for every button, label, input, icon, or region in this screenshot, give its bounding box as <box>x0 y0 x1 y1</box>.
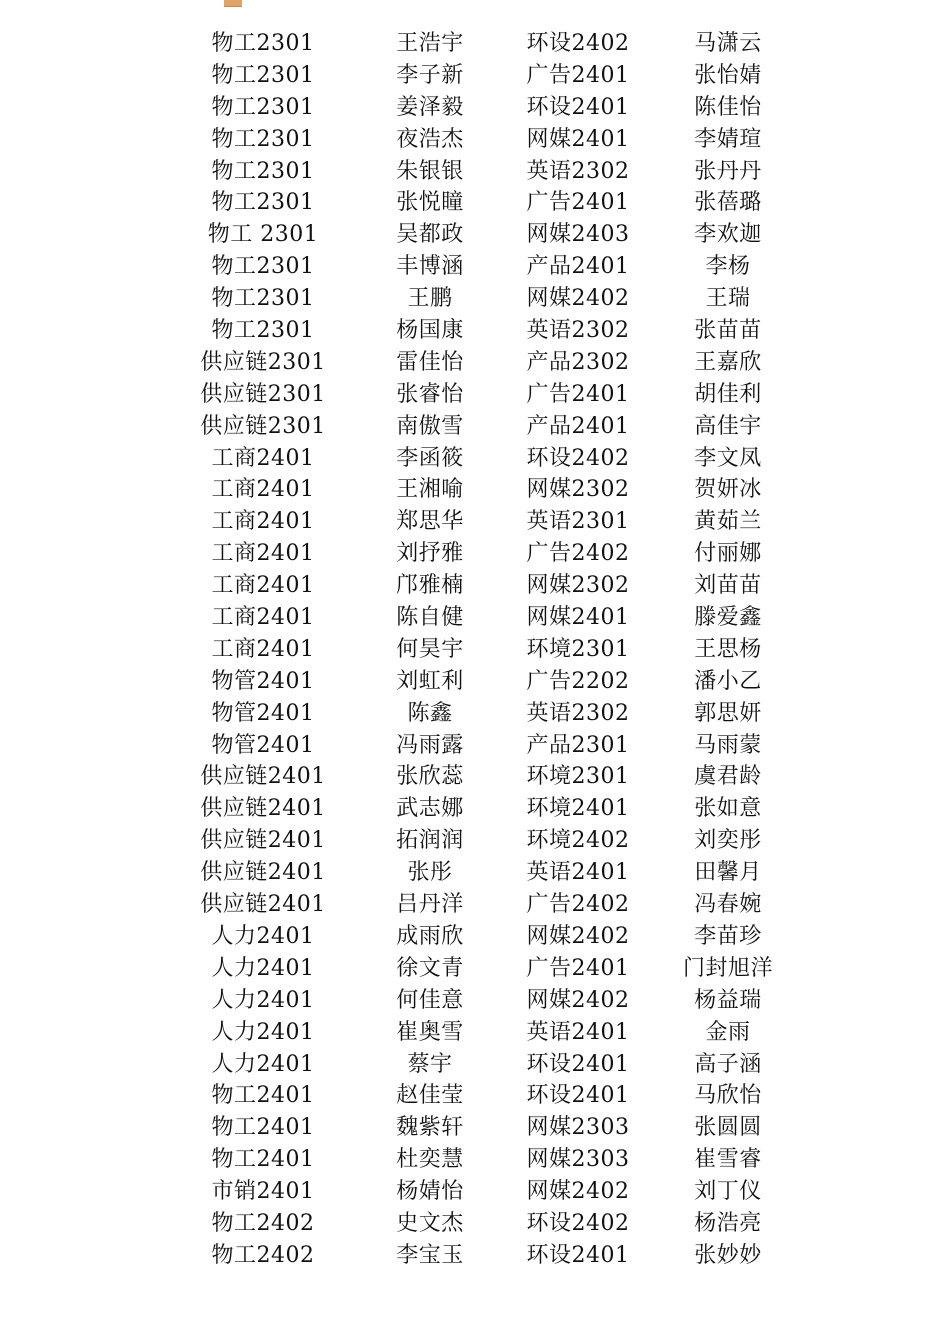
class-cell: 工商2401 <box>211 573 315 599</box>
class-cell: 环设2401 <box>526 1242 630 1268</box>
class-cell: 环设2401 <box>526 1083 630 1109</box>
table-row <box>0 1176 944 1208</box>
name-cell: 金雨 <box>705 1019 751 1045</box>
table-row <box>0 857 944 889</box>
name-cell: 朱银银 <box>396 158 464 184</box>
class-cell: 物工2301 <box>211 62 315 88</box>
name-cell: 刘奕彤 <box>694 828 762 854</box>
name-cell: 张妙妙 <box>694 1242 762 1268</box>
name-cell: 拓润润 <box>396 828 464 854</box>
class-cell: 环境2402 <box>526 828 630 854</box>
name-cell: 徐文青 <box>396 955 464 981</box>
class-cell: 物工2301 <box>211 126 315 152</box>
table-row <box>0 379 944 411</box>
name-cell: 王瑞 <box>705 286 751 312</box>
name-cell: 张睿怡 <box>396 381 464 407</box>
class-cell: 物工2301 <box>211 254 315 280</box>
table-row <box>0 698 944 730</box>
table-row <box>0 730 944 762</box>
name-cell: 陈佳怡 <box>694 94 762 120</box>
name-cell: 丰博涵 <box>396 254 464 280</box>
name-cell: 成雨欣 <box>396 923 464 949</box>
name-cell: 郭思妍 <box>694 700 762 726</box>
class-cell: 英语2302 <box>526 700 630 726</box>
class-cell: 环设2402 <box>526 1210 630 1236</box>
table-row <box>0 1112 944 1144</box>
class-cell: 英语2302 <box>526 318 630 344</box>
table-row <box>0 506 944 538</box>
class-cell: 产品2302 <box>526 349 630 375</box>
class-cell: 人力2401 <box>211 987 315 1013</box>
class-cell: 供应链2401 <box>200 828 326 854</box>
name-cell: 陈自健 <box>396 605 464 631</box>
class-cell: 物工 2301 <box>207 222 319 248</box>
table-row <box>0 825 944 857</box>
table-row <box>0 634 944 666</box>
name-cell: 王鹏 <box>407 286 453 312</box>
table-row <box>0 251 944 283</box>
class-cell: 供应链2301 <box>200 413 326 439</box>
class-cell: 物工2301 <box>211 190 315 216</box>
table-row <box>0 953 944 985</box>
name-cell: 史文杰 <box>396 1210 464 1236</box>
name-cell: 滕爱鑫 <box>694 605 762 631</box>
class-cell: 人力2401 <box>211 955 315 981</box>
class-cell: 环设2401 <box>526 94 630 120</box>
name-cell: 雷佳怡 <box>396 349 464 375</box>
name-cell: 武志娜 <box>396 796 464 822</box>
name-cell: 李子新 <box>396 62 464 88</box>
class-cell: 广告2202 <box>526 668 630 694</box>
class-cell: 物管2401 <box>211 732 315 758</box>
name-cell: 张彤 <box>407 860 453 886</box>
class-cell: 供应链2401 <box>200 796 326 822</box>
class-cell: 工商2401 <box>211 605 315 631</box>
name-cell: 赵佳莹 <box>396 1083 464 1109</box>
class-cell: 物工2402 <box>211 1210 315 1236</box>
class-cell: 供应链2401 <box>200 892 326 918</box>
class-cell: 网媒2303 <box>526 1115 630 1141</box>
class-cell: 环设2402 <box>526 31 630 56</box>
name-cell: 魏紫轩 <box>396 1115 464 1141</box>
table-row <box>0 761 944 793</box>
class-cell: 英语2401 <box>526 1019 630 1045</box>
table-row <box>0 602 944 634</box>
name-cell: 何昊宇 <box>396 636 464 662</box>
name-cell: 张蓓璐 <box>694 190 762 216</box>
class-cell: 环境2301 <box>526 764 630 790</box>
name-cell: 马雨蒙 <box>694 732 762 758</box>
class-cell: 产品2401 <box>526 413 630 439</box>
class-cell: 网媒2402 <box>526 286 630 312</box>
name-cell: 高子涵 <box>694 1051 762 1077</box>
table-row <box>0 124 944 156</box>
name-cell: 张苗苗 <box>694 318 762 344</box>
class-cell: 网媒2401 <box>526 605 630 631</box>
name-cell: 贺妍冰 <box>694 477 762 503</box>
table-row <box>0 347 944 379</box>
class-cell: 网媒2402 <box>526 1179 630 1205</box>
table-row <box>0 474 944 506</box>
class-cell: 广告2401 <box>526 955 630 981</box>
name-cell: 李宝玉 <box>396 1242 464 1268</box>
name-cell: 冯雨露 <box>396 732 464 758</box>
table-row <box>0 1017 944 1049</box>
name-cell: 郑思华 <box>396 509 464 535</box>
corner-decoration <box>224 0 242 7</box>
name-cell: 吕丹洋 <box>396 892 464 918</box>
table-row <box>0 793 944 825</box>
name-cell: 刘丁仪 <box>694 1179 762 1205</box>
name-cell: 黄茹兰 <box>694 509 762 535</box>
name-cell: 王湘喻 <box>396 477 464 503</box>
class-cell: 网媒2402 <box>526 987 630 1013</box>
class-cell: 环境2301 <box>526 636 630 662</box>
class-cell: 物工2402 <box>211 1242 315 1268</box>
name-cell: 王浩宇 <box>396 31 464 56</box>
name-cell: 马欣怡 <box>694 1083 762 1109</box>
name-cell: 杨浩亮 <box>694 1210 762 1236</box>
class-cell: 市销2401 <box>211 1179 315 1205</box>
name-cell: 田馨月 <box>694 860 762 886</box>
class-cell: 物工2401 <box>211 1115 315 1141</box>
class-cell: 英语2401 <box>526 860 630 886</box>
class-cell: 工商2401 <box>211 509 315 535</box>
class-cell: 英语2301 <box>526 509 630 535</box>
class-cell: 供应链2401 <box>200 860 326 886</box>
name-cell: 崔奥雪 <box>396 1019 464 1045</box>
table-row <box>0 60 944 92</box>
table-row <box>0 1144 944 1176</box>
table-row <box>0 889 944 921</box>
name-cell: 张丹丹 <box>694 158 762 184</box>
class-cell: 工商2401 <box>211 541 315 567</box>
name-cell: 张欣蕊 <box>396 764 464 790</box>
table-row <box>0 1049 944 1081</box>
class-cell: 网媒2302 <box>526 573 630 599</box>
name-cell: 陈鑫 <box>407 700 453 726</box>
class-cell: 网媒2401 <box>526 126 630 152</box>
class-cell: 网媒2403 <box>526 222 630 248</box>
name-cell: 高佳宇 <box>694 413 762 439</box>
table-row <box>0 219 944 251</box>
class-cell: 物工2301 <box>211 158 315 184</box>
name-cell: 杨婧怡 <box>396 1179 464 1205</box>
class-cell: 物工2301 <box>211 318 315 344</box>
table-row <box>0 1240 944 1272</box>
name-cell: 冯春婉 <box>694 892 762 918</box>
table-row <box>0 187 944 219</box>
class-cell: 供应链2301 <box>200 381 326 407</box>
name-cell: 张悦瞳 <box>396 190 464 216</box>
class-cell: 人力2401 <box>211 1019 315 1045</box>
class-cell: 环设2401 <box>526 1051 630 1077</box>
name-cell: 胡佳利 <box>694 381 762 407</box>
name-cell: 李文凤 <box>694 445 762 471</box>
class-cell: 物工2301 <box>211 286 315 312</box>
name-cell: 李欢迦 <box>694 222 762 248</box>
name-cell: 崔雪睿 <box>694 1147 762 1173</box>
name-cell: 李杨 <box>705 254 751 280</box>
name-cell: 邝雅楠 <box>396 573 464 599</box>
class-cell: 物工2401 <box>211 1147 315 1173</box>
name-cell: 张如意 <box>694 796 762 822</box>
class-cell: 网媒2302 <box>526 477 630 503</box>
class-cell: 英语2302 <box>526 158 630 184</box>
table-row <box>0 92 944 124</box>
table-row <box>0 28 944 60</box>
class-cell: 工商2401 <box>211 445 315 471</box>
name-cell: 王嘉欣 <box>694 349 762 375</box>
class-cell: 供应链2301 <box>200 349 326 375</box>
name-cell: 姜泽毅 <box>396 94 464 120</box>
class-cell: 物管2401 <box>211 668 315 694</box>
name-cell: 杨国康 <box>396 318 464 344</box>
name-cell: 马潇云 <box>694 31 762 56</box>
table-row <box>0 283 944 315</box>
class-cell: 广告2401 <box>526 62 630 88</box>
name-cell: 李函筱 <box>396 445 464 471</box>
class-cell: 工商2401 <box>211 477 315 503</box>
name-cell: 门封旭洋 <box>682 955 773 981</box>
name-cell: 蔡宇 <box>407 1051 453 1077</box>
class-cell: 广告2401 <box>526 190 630 216</box>
name-cell: 付丽娜 <box>694 541 762 567</box>
name-cell: 刘虹利 <box>396 668 464 694</box>
name-cell: 张怡婧 <box>694 62 762 88</box>
class-cell: 物工2301 <box>211 31 315 56</box>
table-row <box>0 1080 944 1112</box>
table-row <box>0 985 944 1017</box>
class-cell: 环境2401 <box>526 796 630 822</box>
name-cell: 杨益瑞 <box>694 987 762 1013</box>
table-row <box>0 315 944 347</box>
name-cell: 吴都政 <box>396 222 464 248</box>
class-cell: 人力2401 <box>211 1051 315 1077</box>
class-cell: 人力2401 <box>211 923 315 949</box>
table-row <box>0 921 944 953</box>
class-cell: 网媒2303 <box>526 1147 630 1173</box>
name-cell: 潘小乙 <box>694 668 762 694</box>
table-row <box>0 538 944 570</box>
class-cell: 产品2301 <box>526 732 630 758</box>
class-cell: 工商2401 <box>211 636 315 662</box>
class-cell: 产品2401 <box>526 254 630 280</box>
class-cell: 物管2401 <box>211 700 315 726</box>
class-cell: 供应链2401 <box>200 764 326 790</box>
name-cell: 何佳意 <box>396 987 464 1013</box>
name-cell: 刘苗苗 <box>694 573 762 599</box>
table-row <box>0 570 944 602</box>
class-cell: 广告2401 <box>526 381 630 407</box>
name-cell: 张圆圆 <box>694 1115 762 1141</box>
name-cell: 刘抒雅 <box>396 541 464 567</box>
class-cell: 广告2402 <box>526 892 630 918</box>
class-cell: 物工2301 <box>211 94 315 120</box>
class-cell: 网媒2402 <box>526 923 630 949</box>
class-cell: 广告2402 <box>526 541 630 567</box>
name-cell: 李婧瑄 <box>694 126 762 152</box>
name-cell: 南傲雪 <box>396 413 464 439</box>
table-row <box>0 411 944 443</box>
name-cell: 李苗珍 <box>694 923 762 949</box>
table-row <box>0 666 944 698</box>
name-cell: 虞君龄 <box>694 764 762 790</box>
name-cell: 杜奕慧 <box>396 1147 464 1173</box>
table-row <box>0 156 944 188</box>
name-cell: 王思杨 <box>694 636 762 662</box>
table-row <box>0 1208 944 1240</box>
name-cell: 夜浩杰 <box>396 126 464 152</box>
class-cell: 环设2402 <box>526 445 630 471</box>
class-cell: 物工2401 <box>211 1083 315 1109</box>
table-row <box>0 443 944 475</box>
roster-table <box>0 28 944 1272</box>
